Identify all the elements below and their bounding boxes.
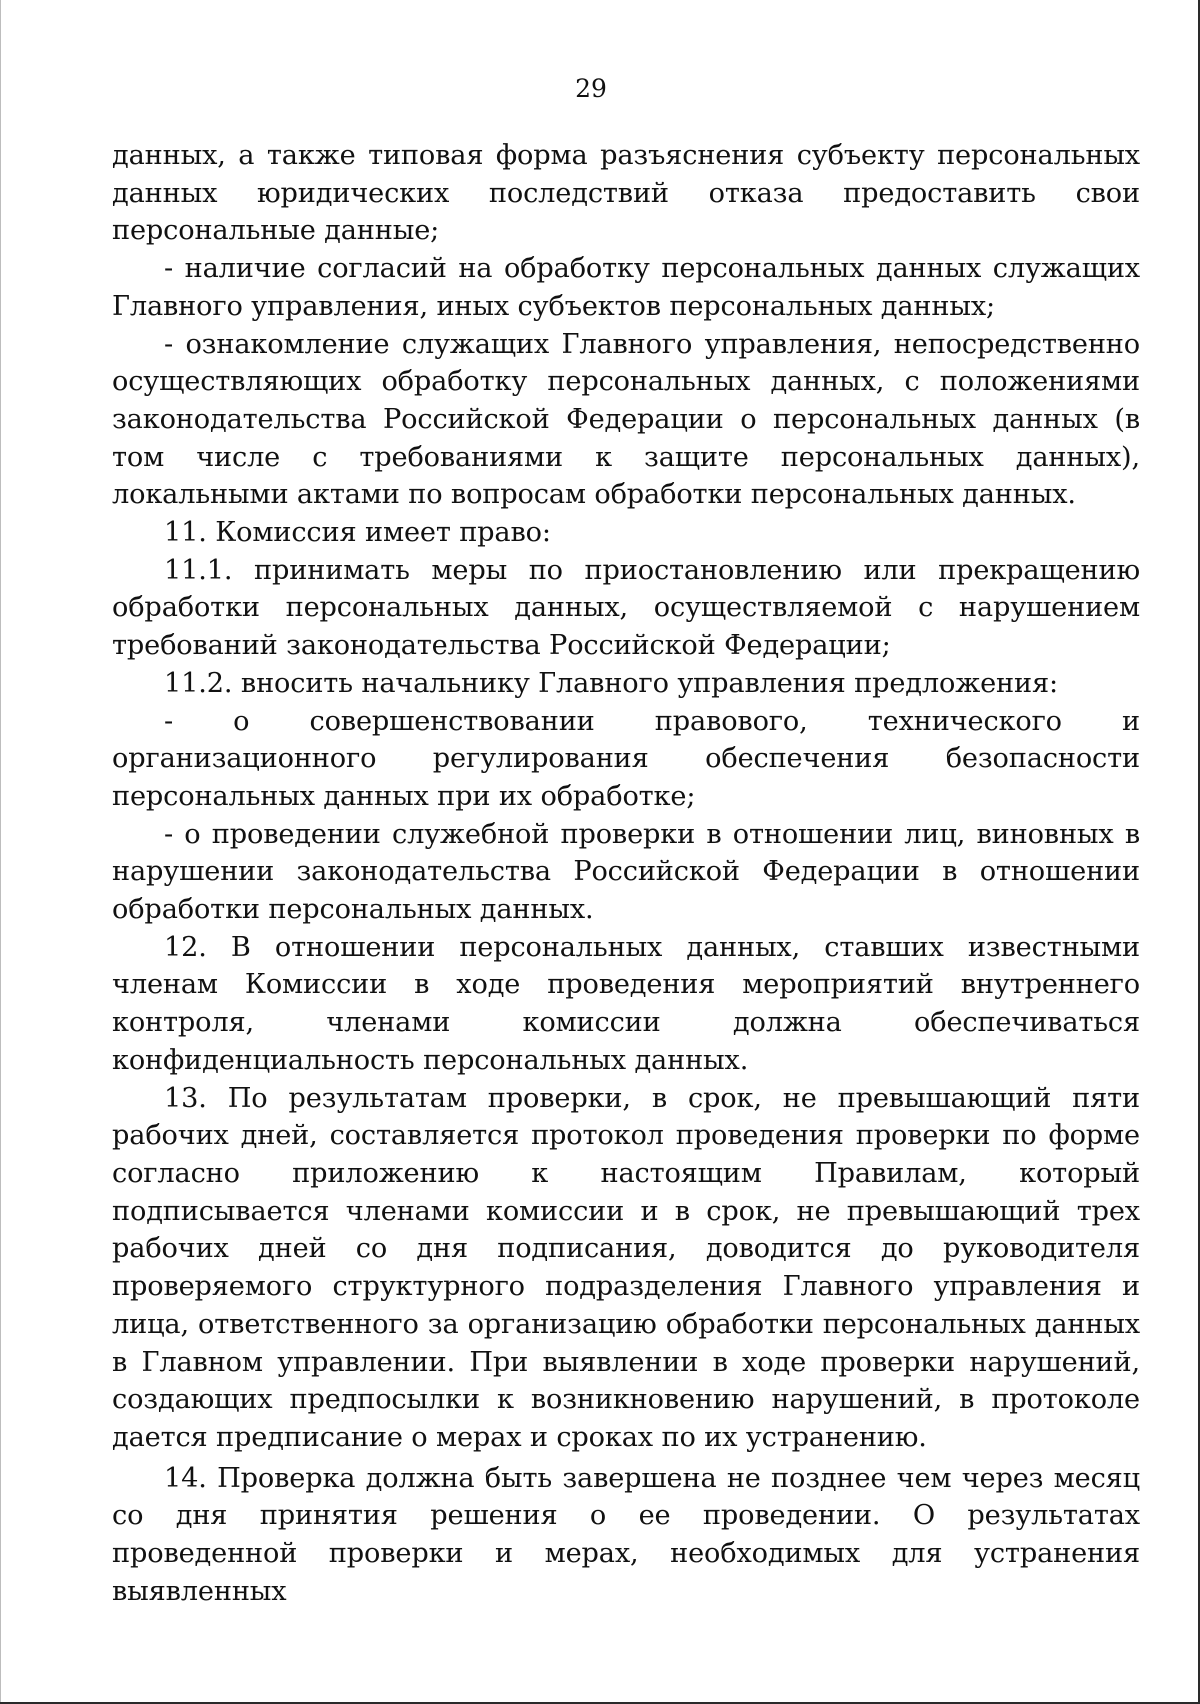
- paragraph-consent-list-item: - наличие согласий на обработку персональных данных служащих Главного управления, иных субъектов персональных данных;: [112, 253, 1140, 322]
- document-body: [112, 137, 1140, 1610]
- paragraph-inspection-list-item: - о проведении служебной проверки в отношении лиц, виновных в нарушении законодательства Российской Федерации в отношении обработки персональных данных.: [112, 818, 1140, 926]
- paragraph-improvement-list-item: - о совершенствовании правового, технического и организационного регулирования обеспечения безопасности персональных данных при их обработке;: [112, 705, 1140, 812]
- paragraph-14: 14. Проверка должна быть завершена не позднее чем через месяц со дня принятия решения о ее проведении. О результатах проведенной проверки и мерах, необходимых для устранения выявленных: [112, 1462, 1140, 1607]
- scan-edge-left: [0, 0, 1, 1704]
- paragraph-continuation: данных, а также типовая форма разъяснения субъекту персональных данных юридических последствий отказа предоставить свои персональные данные;: [112, 140, 1140, 247]
- paragraph-11-1: 11.1. принимать меры по приостановлению или прекращению обработки персональных данных, осуществляемой с нарушением требований законодательства Российской Федерации;: [112, 554, 1140, 662]
- paragraph-11: 11. Комиссия имеет право:: [164, 517, 551, 549]
- page-number: 29: [575, 74, 607, 103]
- paragraph-11-2: 11.2. вносить начальнику Главного управления предложения:: [164, 667, 1058, 699]
- paragraph-12: 12. В отношении персональных данных, ставших известными членам Комиссии в ходе проведения мероприятий внутреннего контроля, членами комиссии должна обеспечиваться конфиденциальность персональных данных.: [112, 931, 1140, 1076]
- paragraph-13: 13. По результатам проверки, в срок, не превышающий пяти рабочих дней, составляется протокол проведения проверки по форме согласно приложению к настоящим Правилам, который подписывается членами комиссии и в срок, не превышающий трех рабочих дней со дня подписания, доводится до руководителя проверяемого структурного подразделения Главного управления и лица, ответственного за организацию обработки персональных данных в Главном управлении. При выявлении в ходе проверки нарушений, создающих предпосылки к возникновению нарушений, в протоколе дается предписание о мерах и сроках по их устранению.: [112, 1082, 1140, 1453]
- paragraph-familiarization-list-item: - ознакомление служащих Главного управления, непосредственно осуществляющих обработку персональных данных, с положениями законодательства Российской Федерации о персональных данных (в том числе с требованиями к защите персональных данных), локальными актами по вопросам обработки персональных данных.: [112, 328, 1140, 511]
